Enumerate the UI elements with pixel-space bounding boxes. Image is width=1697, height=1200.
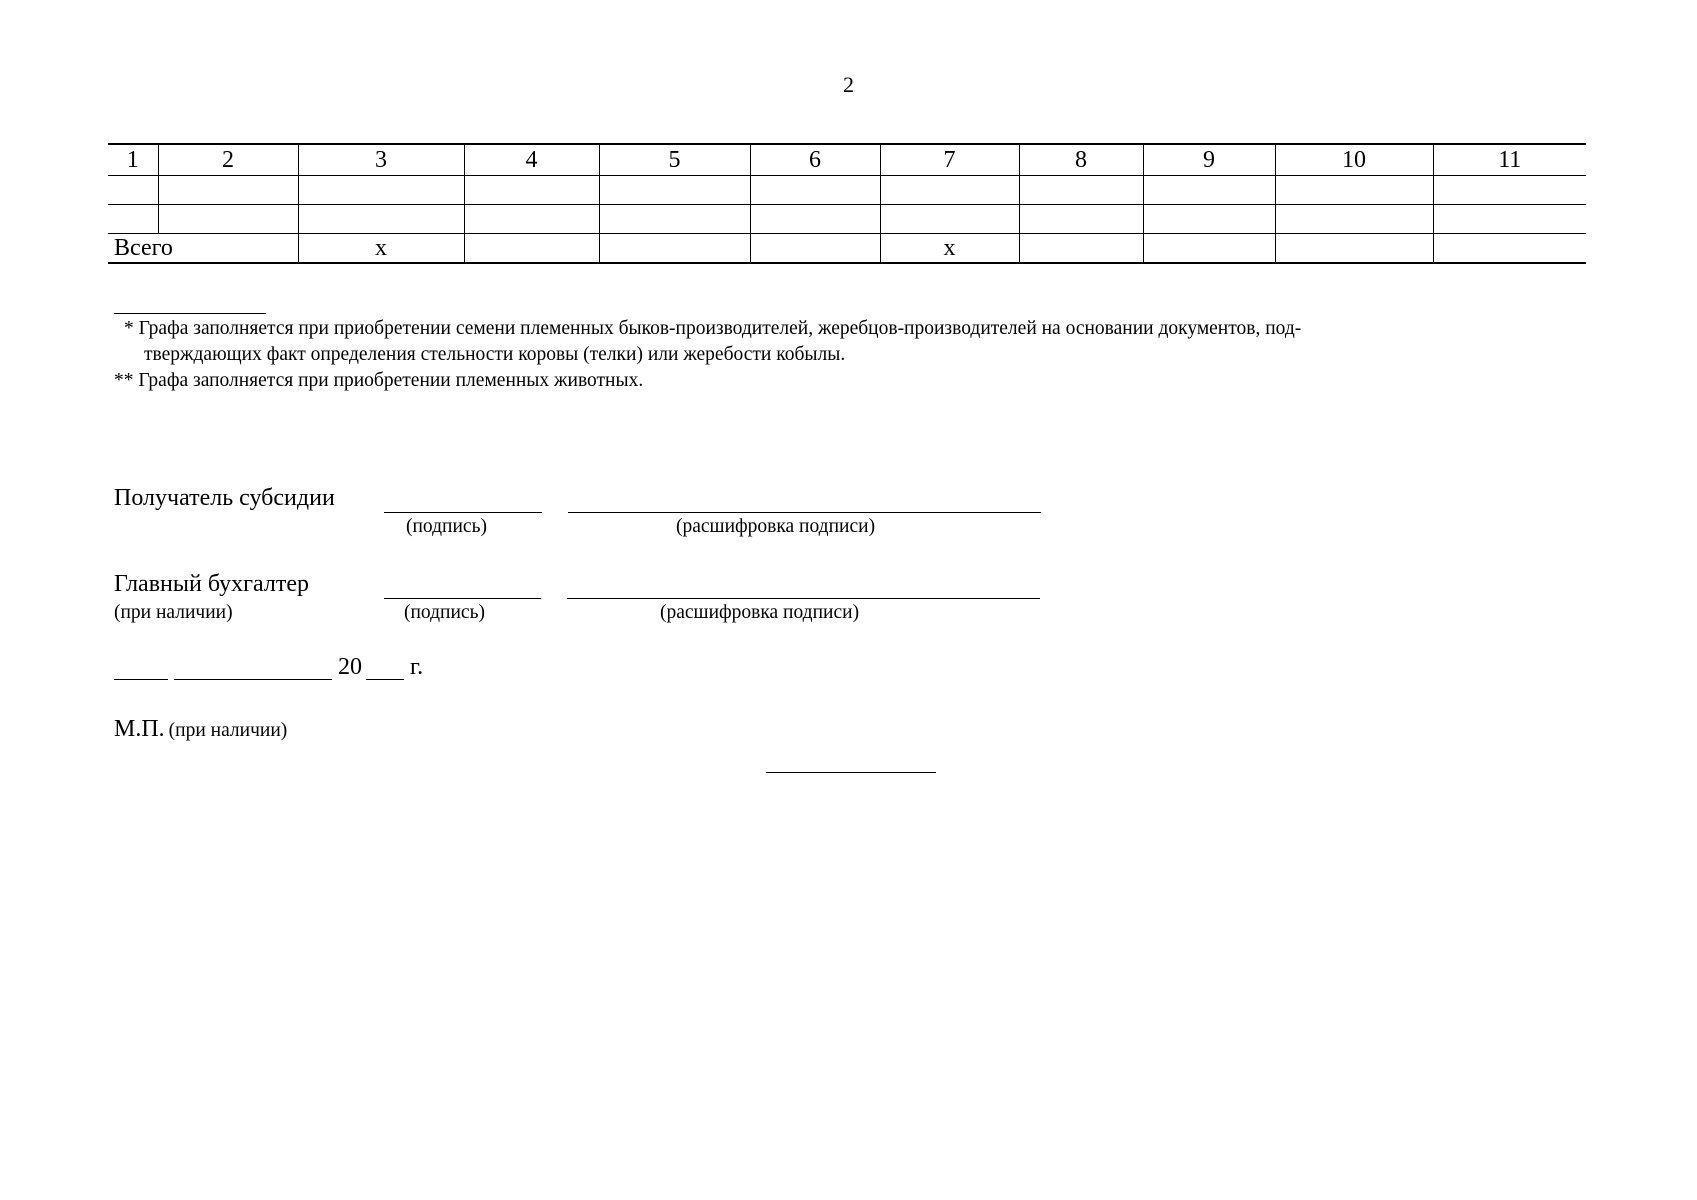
table-cell — [1275, 205, 1433, 234]
date-day-line — [114, 679, 168, 680]
stamp-note: (при наличии) — [168, 720, 288, 741]
table-cell — [1143, 205, 1275, 234]
page-number: 2 — [843, 72, 854, 97]
total-cell — [599, 234, 750, 264]
recipient-title: Получатель субсидии — [114, 485, 335, 511]
table-cell — [1433, 176, 1586, 205]
table-cell — [1143, 176, 1275, 205]
date-month-line — [174, 679, 332, 680]
footnote-1 — [124, 316, 1586, 368]
footnote-2: ** Графа заполняется при приобретении племенных животных. — [114, 370, 644, 391]
total-cell — [1143, 234, 1275, 264]
footnote-1-line-2: тверждающих факт определения стельности коровы (телки) или жеребости кобылы. — [144, 344, 846, 365]
column-number: 7 — [880, 144, 1019, 176]
total-cell: x — [298, 234, 464, 264]
recipient-decoding-caption: (расшифровка подписи) — [676, 516, 876, 537]
recipient-decoding-line — [568, 512, 1041, 513]
column-number: 4 — [464, 144, 599, 176]
total-label: Всего — [108, 234, 298, 264]
stamp-block — [114, 716, 287, 743]
column-number: 8 — [1019, 144, 1143, 176]
column-number: 3 — [298, 144, 464, 176]
total-cell — [1433, 234, 1586, 264]
table-cell — [158, 176, 298, 205]
date-year-prefix: 20 — [338, 654, 362, 680]
table-cell — [464, 205, 599, 234]
table-cell — [298, 176, 464, 205]
accountant-signature-line — [384, 598, 541, 599]
table-cell — [108, 205, 158, 234]
stamp-label: М.П. — [114, 716, 165, 742]
column-number: 2 — [158, 144, 298, 176]
table-cell — [1019, 176, 1143, 205]
column-number: 11 — [1433, 144, 1586, 176]
column-number: 1 — [108, 144, 158, 176]
table-cell — [108, 176, 158, 205]
table-cell — [599, 205, 750, 234]
table-cell — [1275, 176, 1433, 205]
table-row — [108, 205, 1586, 234]
column-number: 10 — [1275, 144, 1433, 176]
table-cell — [1019, 205, 1143, 234]
table-row — [108, 176, 1586, 205]
data-table — [108, 143, 1586, 264]
column-number: 6 — [750, 144, 880, 176]
recipient-signature-line — [384, 512, 542, 513]
table-cell — [599, 176, 750, 205]
table-cell — [750, 205, 880, 234]
column-number: 5 — [599, 144, 750, 176]
accountant-title: Главный бухгалтер — [114, 571, 309, 597]
column-number: 9 — [1143, 144, 1275, 176]
accountant-decoding-line — [567, 598, 1040, 599]
accountant-signature-caption: (подпись) — [404, 602, 485, 623]
footnote-separator — [114, 313, 266, 314]
accountant-decoding-caption: (расшифровка подписи) — [660, 602, 860, 623]
table-total-row — [108, 234, 1586, 264]
total-cell — [464, 234, 599, 264]
table-cell — [158, 205, 298, 234]
total-cell — [750, 234, 880, 264]
date-year-suffix: г. — [410, 654, 424, 680]
table-header-row — [108, 144, 1586, 176]
table-cell — [750, 176, 880, 205]
end-of-document-line — [766, 772, 936, 773]
footnote-1-line-1: * Графа заполняется при приобретении семени племенных быков-производителей, жеребцов-производителей на основании документов, под- — [124, 318, 1302, 339]
table-cell — [298, 205, 464, 234]
total-cell: x — [880, 234, 1019, 264]
date-year-line — [366, 679, 404, 680]
recipient-signature-caption: (подпись) — [406, 516, 487, 537]
accountant-subtitle: (при наличии) — [114, 602, 233, 623]
total-cell — [1275, 234, 1433, 264]
table-cell — [880, 205, 1019, 234]
total-cell — [1019, 234, 1143, 264]
table-cell — [880, 176, 1019, 205]
table-cell — [1433, 205, 1586, 234]
table-cell — [464, 176, 599, 205]
